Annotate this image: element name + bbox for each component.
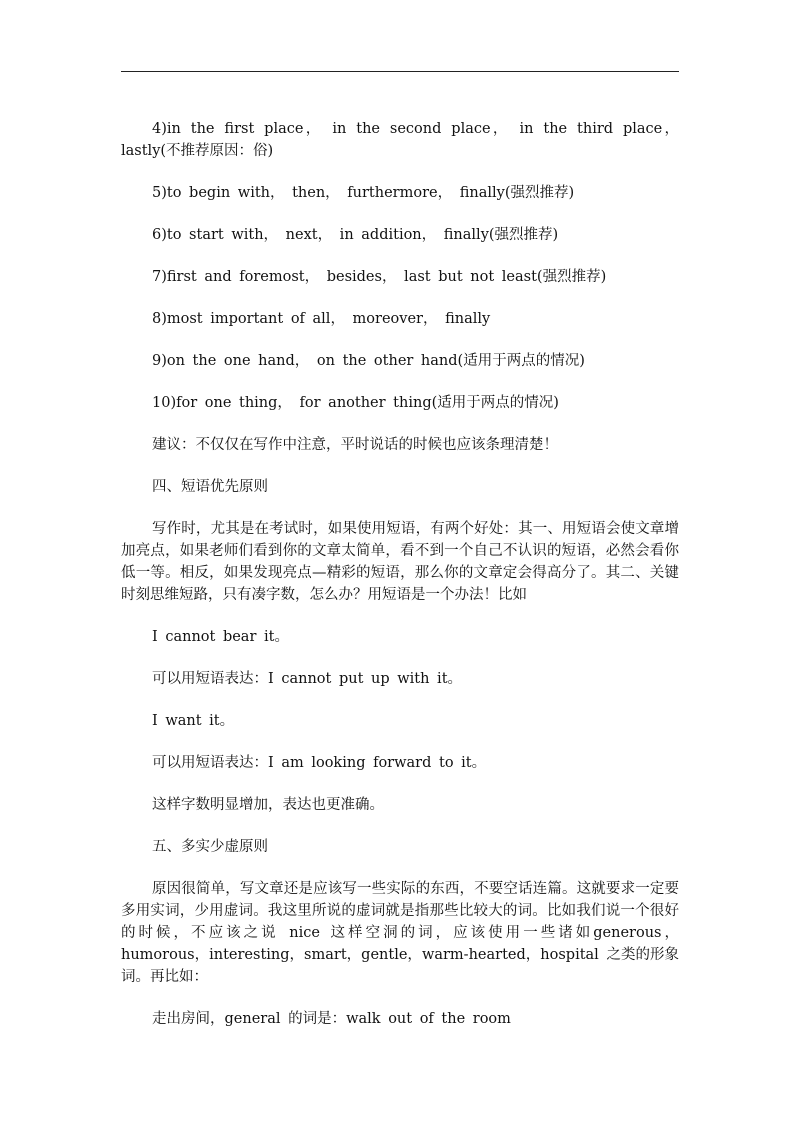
list-item-8: 8)most important of all， moreover， finally: [152, 311, 491, 327]
list-item-6: 6)to start with， next， in addition， finally(强烈推荐): [152, 227, 559, 243]
example-sentence-1: I cannot bear it。: [152, 629, 289, 645]
header-rule: [121, 71, 679, 72]
list-item-5: 5)to begin with， then， furthermore， finally(强烈推荐): [152, 185, 575, 201]
example-phrase-2: 可以用短语表达：I am looking forward to it。: [152, 755, 487, 771]
example-sentence-2: I want it。: [152, 713, 235, 729]
suggestion-paragraph: 建议：不仅仅在写作中注意，平时说话的时候也应该条理清楚！: [152, 437, 558, 453]
example-general-word: 走出房间，general 的词是：walk out of the room: [152, 1011, 511, 1027]
section-heading-5: 五、多实少虚原则: [152, 839, 268, 855]
body-paragraph-content-words: 原因很简单，写文章还是应该写一些实际的东西，不要空话连篇。这就要求一定要多用实词，少用虚词。我这里所说的虚词就是指那些比较大的词。比如我们说一个很好的时候，不应该之说 nice 这样空洞的词，应该使用一些诸如generous，humorous，interesting，smart，gentle，warm-hearted，hospital 之类的形象词。再比如：: [121, 881, 679, 985]
section-heading-4: 四、短语优先原则: [152, 479, 268, 495]
list-item-4: 4)in the first place， in the second place， in the third place，lastly(不推荐原因：俗): [121, 121, 679, 159]
conclusion-paragraph: 这样字数明显增加，表达也更准确。: [152, 797, 384, 813]
list-item-9: 9)on the one hand， on the other hand(适用于两点的情况): [152, 353, 585, 369]
document-body: [121, 118, 679, 1050]
example-phrase-1: 可以用短语表达：I cannot put up with it。: [152, 671, 463, 687]
body-paragraph-phrases: 写作时，尤其是在考试时，如果使用短语，有两个好处：其一、用短语会使文章增加亮点，如果老师们看到你的文章太简单，看不到一个自己不认识的短语，必然会看你低一等。相反，如果发现亮点—精彩的短语，那么你的文章定会得高分了。其二、关键时刻思维短路，只有凑字数，怎么办？用短语是一个办法！比如: [121, 521, 679, 603]
list-item-10: 10)for one thing， for another thing(适用于两点的情况): [152, 395, 559, 411]
list-item-7: 7)first and foremost， besides， last but not least(强烈推荐): [152, 269, 607, 285]
